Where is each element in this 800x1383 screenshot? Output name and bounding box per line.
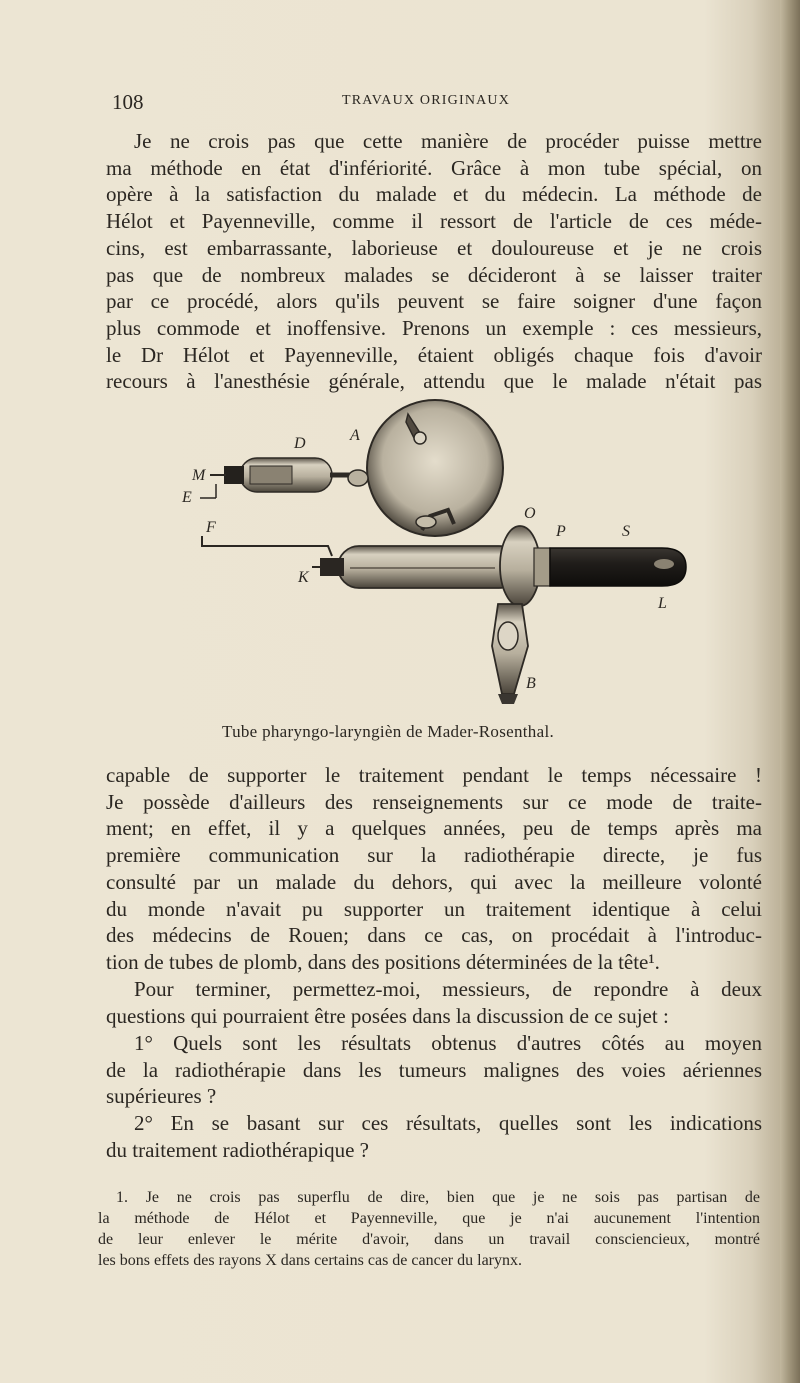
figure-label-o: O xyxy=(524,505,536,522)
text-line: Hélot et Payenneville, comme il ressort de l'article de ces méde- xyxy=(106,209,762,234)
text-line: supérieures ? xyxy=(106,1084,217,1109)
figure-label-l: L xyxy=(658,595,667,612)
paragraph-1 xyxy=(106,128,762,395)
text-line: capable de supporter le traitement pendant le temps nécessaire ! xyxy=(106,763,762,787)
page-edge-shadow xyxy=(780,0,800,1383)
text-line: plus commode et inoffensive. Prenons un exemple : ces messieurs, xyxy=(106,315,762,340)
figure-label-m: M xyxy=(192,467,206,484)
text-line: 2° En se basant sur ces résultats, quelles sont les indications xyxy=(134,1111,762,1135)
text-line: Pour terminer, permettez-moi, messieurs, de repondre à deux xyxy=(134,977,762,1001)
text-line: 1° Quels sont les résultats obtenus d'autres côtés au moyen xyxy=(134,1031,762,1055)
text-line: tion de tubes de plomb, dans des positions déterminées de la tête¹. xyxy=(106,949,660,974)
paragraph-4 xyxy=(106,1030,762,1110)
text-line: consulté par un malade du dehors, qui avec la meilleure volonté xyxy=(106,869,762,894)
running-head xyxy=(112,90,762,114)
text-line: première communication sur la radiothérapie directe, je fus xyxy=(106,843,762,868)
text-line: pas que de nombreux malades se décideront à se laisser traiter xyxy=(106,262,762,287)
figure-label-f: F xyxy=(206,519,216,536)
footnote-line: 1. Je ne crois pas superflu de dire, bien que je ne sois pas partisan de xyxy=(116,1189,760,1206)
figure-label-p: P xyxy=(556,523,566,540)
text-line: cins, est embarrassante, laborieuse et douloureuse et je ne crois xyxy=(106,235,762,260)
footnote-line: les bons effets des rayons X dans certains cas de cancer du larynx. xyxy=(98,1252,522,1269)
figure-label-d: D xyxy=(294,435,306,452)
page-number: 108 xyxy=(112,90,144,114)
figure-caption: Tube pharyngo-laryngièn de Mader-Rosenthal. xyxy=(222,722,555,741)
text-line: ma méthode en état d'infériorité. Grâce à mon tube spécial, on xyxy=(106,155,762,180)
footnote xyxy=(98,1187,760,1271)
text-line: du monde n'avait pu supporter un traitement identique à celui xyxy=(106,896,762,921)
figure-label-s: S xyxy=(622,523,630,540)
text-line: opère à la satisfaction du malade et du médecin. La méthode de xyxy=(106,182,762,207)
figure-label-b: B xyxy=(526,675,536,692)
xray-tube-illustration xyxy=(180,398,700,718)
figure-label-e: E xyxy=(182,489,192,506)
figure-label-a: A xyxy=(350,427,360,444)
paragraph-5 xyxy=(106,1110,762,1163)
paragraph-3 xyxy=(106,976,762,1029)
text-line: ment; en effet, il y a quelques années, peu de temps après ma xyxy=(106,816,762,841)
paragraph-2 xyxy=(106,762,762,976)
running-title: TRAVAUX ORIGINAUX xyxy=(342,93,511,108)
footnote-line: la méthode de Hélot et Payenneville, que je n'ai aucunement l'intention xyxy=(98,1210,760,1227)
text-line: questions qui pourraient être posées dans la discussion de ce sujet : xyxy=(106,1003,669,1028)
text-line: de la radiothérapie dans les tumeurs malignes des voies aériennes xyxy=(106,1057,762,1082)
text-line: par ce procédé, alors qu'ils peuvent se faire soigner d'une façon xyxy=(106,289,762,314)
text-line: du traitement radiothérapique ? xyxy=(106,1137,369,1162)
text-line: Je possède d'ailleurs des renseignements sur ce mode de traite- xyxy=(106,789,762,814)
text-line: le Dr Hélot et Payenneville, étaient obligés chaque fois d'avoir xyxy=(106,342,762,367)
text-line: des médecins de Rouen; dans ce cas, on procédait à l'introduc- xyxy=(106,923,762,948)
text-line: recours à l'anesthésie générale, attendu que le malade n'était pas xyxy=(106,369,762,394)
text-line: Je ne crois pas que cette manière de procéder puisse mettre xyxy=(134,129,762,153)
footnote-line: de leur enlever le mérite d'avoir, dans un travail consciencieux, montré xyxy=(98,1231,760,1248)
figure-label-k: K xyxy=(298,569,309,586)
